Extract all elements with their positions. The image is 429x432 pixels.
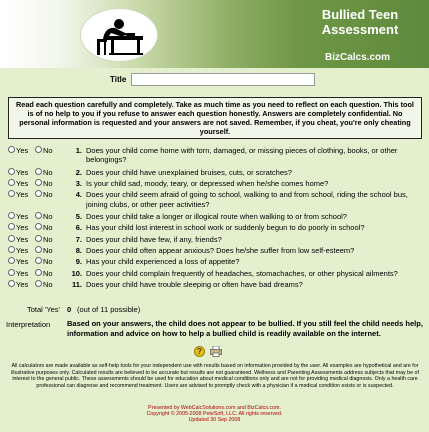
no-label: No <box>43 234 53 244</box>
yes-label: Yes <box>16 178 29 188</box>
yes-label: Yes <box>16 245 29 255</box>
yes-label: Yes <box>16 190 29 200</box>
title-input[interactable] <box>131 73 315 86</box>
yes-radio[interactable] <box>8 257 15 264</box>
question-number: 4. <box>75 190 82 200</box>
question-row <box>6 222 424 233</box>
question-text: Does your child often appear anxious? Does he/she suffer from low self-esteem? <box>86 245 355 255</box>
yes-radio[interactable] <box>8 235 15 242</box>
question-number: 11. <box>71 280 82 290</box>
question-number: 10. <box>71 268 82 278</box>
no-label: No <box>43 190 53 200</box>
question-row <box>6 211 424 222</box>
question-text: Does your child have trouble sleeping or often have bad dreams? <box>86 280 303 290</box>
question-number: 8. <box>75 245 82 255</box>
no-label: No <box>43 257 53 267</box>
footer <box>0 405 429 424</box>
yes-label: Yes <box>16 211 29 221</box>
yes-label: Yes <box>16 146 29 155</box>
question-number: 7. <box>75 234 82 244</box>
footer-updated: Updated 30 Sep 2008 <box>188 417 241 424</box>
question-row <box>6 178 424 189</box>
question-row <box>6 145 424 167</box>
yes-radio[interactable] <box>8 190 15 197</box>
disclaimer-text: All calculators are made available as self-help tools for your independent use with results based on information provided by the user. All examples are hypothetical and are for illustrative purposes only. Calculated results are believed to be accurate but results are not guaranteed. Wellness and Parenting Assessments address subjects that may be of interest to the general public. These assessments should be used for education about medical conditions only and are not for providing medical diagnosis. Only a health care professional can diagnose and recommend treatment. Users are advised to promptly check with a physician if a medical condition exists or is suspected. <box>11 363 419 389</box>
no-label: No <box>43 167 53 177</box>
yes-label: Yes <box>16 234 29 244</box>
total-label: Total 'Yes' <box>26 305 60 314</box>
question-text: Is your child sad, moody, teary, or depressed when he/she comes home? <box>86 178 329 188</box>
no-radio[interactable] <box>35 168 42 175</box>
question-row <box>6 189 424 211</box>
question-number: 9. <box>75 257 82 267</box>
footer-presented-by: Presented by WebCalcSolutions.com and BizCalcs.com. <box>148 405 281 411</box>
header-banner <box>0 0 429 68</box>
interpretation-row <box>0 319 429 343</box>
question-text: Has your child lost interest in school work or suddenly begun to do poorly in school? <box>86 223 365 233</box>
question-row <box>6 234 424 245</box>
yes-radio[interactable] <box>8 179 15 186</box>
action-icons <box>194 346 234 358</box>
app-title-line2: Assessment <box>321 22 399 37</box>
yes-label: Yes <box>16 268 29 278</box>
yes-radio[interactable] <box>8 280 15 287</box>
no-radio[interactable] <box>35 257 42 264</box>
yes-radio[interactable] <box>8 168 15 175</box>
no-radio[interactable] <box>35 212 42 219</box>
no-radio[interactable] <box>35 235 42 242</box>
print-icon[interactable] <box>210 346 222 357</box>
no-label: No <box>43 211 53 221</box>
yes-radio[interactable] <box>8 212 15 219</box>
logo-image <box>80 8 158 62</box>
total-value: 0 <box>67 305 72 314</box>
yes-radio[interactable] <box>8 269 15 276</box>
total-row <box>0 305 429 317</box>
question-text: Does your child complain frequently of headaches, stomachaches, or other physical ailments? <box>86 268 398 278</box>
interpretation-text: Based on your answers, the child does not appear to be bullied. If you still feel the child needs help, information and advice on how to help a bullied child is readily available on the internet. <box>67 319 423 338</box>
question-number: 5. <box>75 211 82 221</box>
footer-copyright: Copyright © 2005-2008 PeteSoft, LLC. All rights reserved. <box>146 411 283 418</box>
question-text: Does your child take a longer or illogical route when walking to or from school? <box>86 211 347 221</box>
total-note: (out of 11 possible) <box>77 305 141 314</box>
question-number: 1. <box>75 146 82 155</box>
no-radio[interactable] <box>35 146 42 153</box>
no-label: No <box>43 223 53 233</box>
no-label: No <box>43 268 53 278</box>
question-row <box>6 245 424 256</box>
yes-radio[interactable] <box>8 246 15 253</box>
title-label: Title <box>110 75 127 84</box>
question-text: Does your child seem afraid of going to school, walking to and from school, riding the school bus, joining clubs, or other peer activities? <box>86 190 408 209</box>
question-number: 2. <box>75 167 82 177</box>
question-row <box>6 167 424 178</box>
no-radio[interactable] <box>35 280 42 287</box>
help-icon[interactable]: ? <box>194 346 205 357</box>
site-name: BizCalcs.com <box>325 52 391 63</box>
no-radio[interactable] <box>35 223 42 230</box>
app-title-line1: Bullied Teen <box>321 7 399 22</box>
question-row <box>6 256 424 267</box>
question-list <box>6 145 424 291</box>
yes-label: Yes <box>16 280 29 290</box>
question-text: Does your child have unexplained bruises, cuts, or scratches? <box>86 167 292 177</box>
title-row <box>0 73 429 87</box>
no-radio[interactable] <box>35 190 42 197</box>
yes-radio[interactable] <box>8 223 15 230</box>
question-number: 3. <box>75 178 82 188</box>
question-number: 6. <box>75 223 82 233</box>
no-label: No <box>43 280 53 290</box>
yes-label: Yes <box>16 167 29 177</box>
no-label: No <box>43 178 53 188</box>
no-radio[interactable] <box>35 179 42 186</box>
question-text: Does your child come home with torn, damaged, or missing pieces of clothing, books, or other belongings? <box>86 146 398 165</box>
student-at-desk-icon <box>81 9 159 63</box>
no-radio[interactable] <box>35 246 42 253</box>
question-row <box>6 279 424 290</box>
no-radio[interactable] <box>35 269 42 276</box>
instructions-box: Read each question carefully and completely. Take as much time as you need to reflect on each question. This tool is of no help to you if you refuse to answer each question honestly. Answers are completely confidential. No personal information is requested and your answers are not saved. Remember, if you cheat, you're only cheating yourself. <box>8 97 422 139</box>
interpretation-label: Interpretation <box>6 320 51 329</box>
no-label: No <box>43 146 53 155</box>
yes-radio[interactable] <box>8 146 15 153</box>
question-text: Has your child experienced a loss of appetite? <box>86 257 240 267</box>
question-row <box>6 268 424 279</box>
yes-label: Yes <box>16 257 29 267</box>
app-title <box>300 7 420 37</box>
yes-label: Yes <box>16 223 29 233</box>
question-text: Does your child have few, if any, friends? <box>86 234 222 244</box>
no-label: No <box>43 245 53 255</box>
